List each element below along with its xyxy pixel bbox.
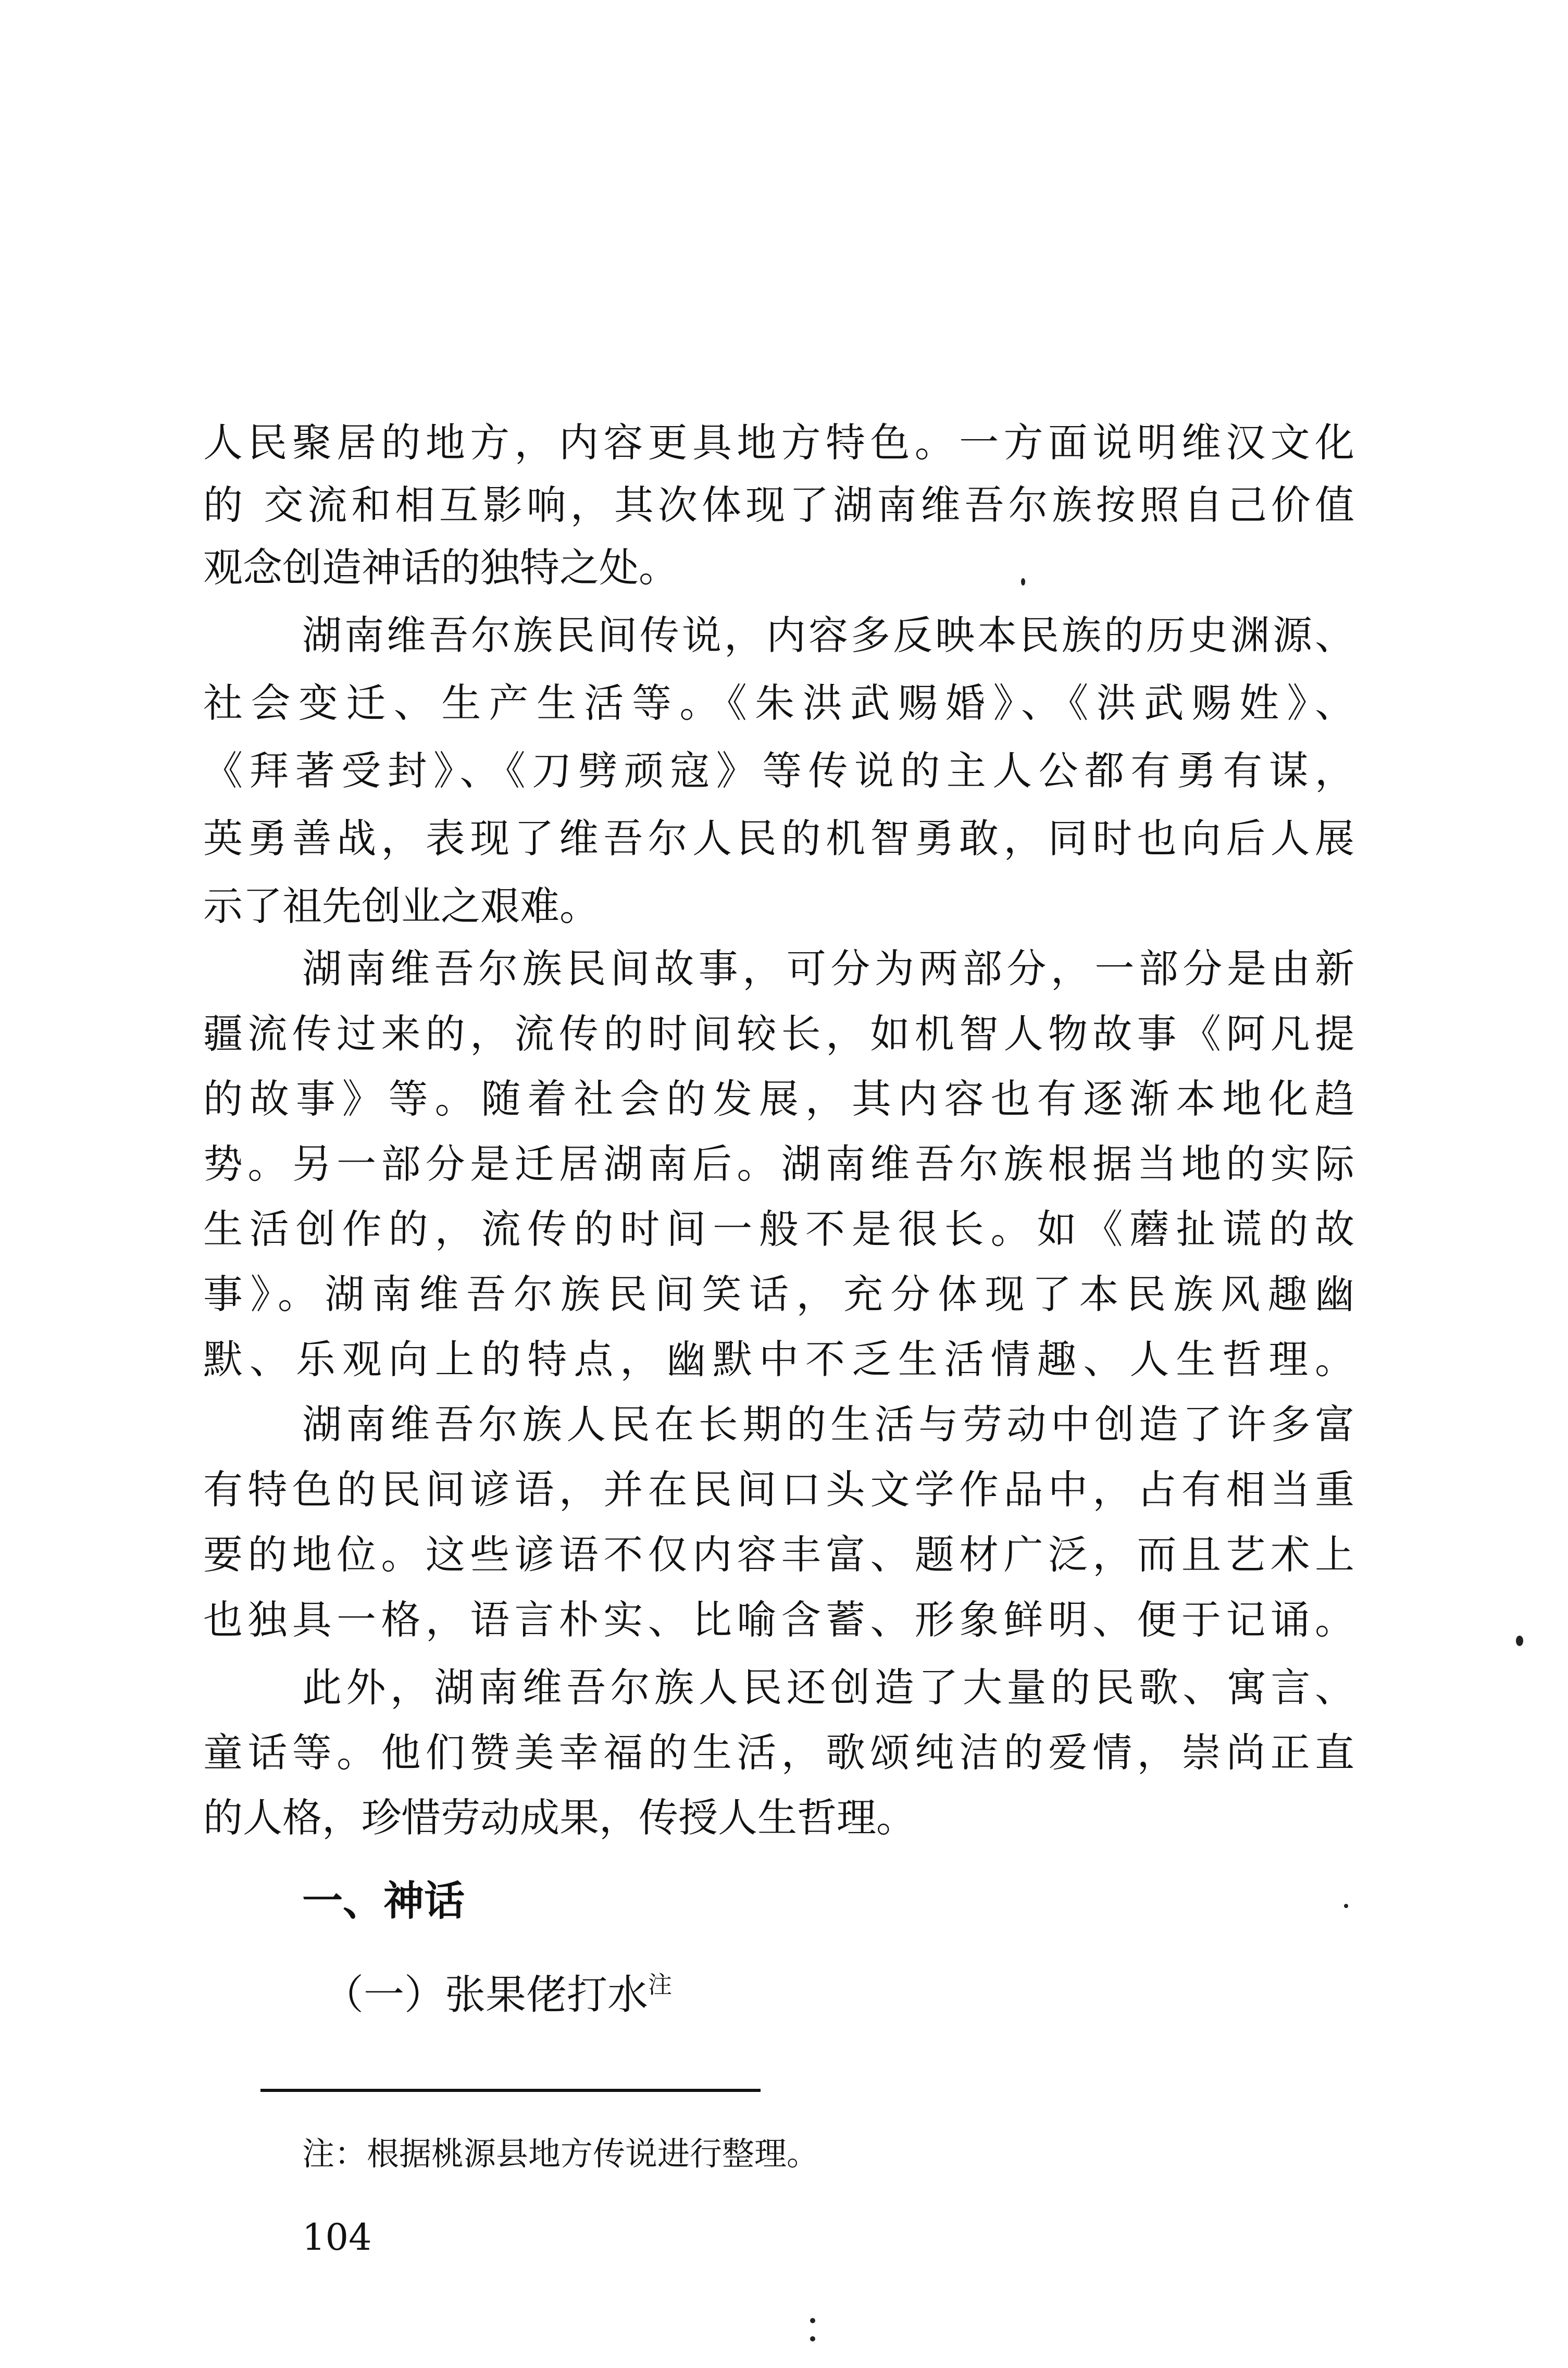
section-heading: 一、神话 xyxy=(302,1877,465,1925)
body-line: 势。另一部分是迁居湖南后。湖南维吾尔族根据当地的实际 xyxy=(203,1141,1354,1187)
body-line: 人民聚居的地方，内容更具地方特色。一方面说明维汉文化 xyxy=(203,419,1354,466)
body-line: 《拜著受封》、《刀劈顽寇》等传说的主人公都有勇有谋， xyxy=(203,747,1354,794)
print-speck xyxy=(810,2318,815,2323)
body-line: 湖南维吾尔族民间传说，内容多反映本民族的历史渊源、 xyxy=(302,612,1354,658)
body-line: 社会变迁、生产生活等。《朱洪武赐婚》、《洪武赐姓》、 xyxy=(203,680,1354,726)
body-line: 要的地位。这些谚语不仅内容丰富、题材广泛，而且艺术上 xyxy=(203,1531,1354,1578)
body-line: 童话等。他们赞美幸福的生活，歌颂纯洁的爱情，崇尚正直 xyxy=(203,1729,1354,1776)
print-speck xyxy=(1344,1904,1348,1908)
body-line: 湖南维吾尔族人民在长期的生活与劳动中创造了许多富 xyxy=(302,1401,1354,1448)
body-line: 默、乐观向上的特点，幽默中不乏生活情趣、人生哲理。 xyxy=(203,1336,1354,1382)
body-line: 观念创造神话的独特之处。 xyxy=(203,544,678,591)
body-line: 有特色的民间谚语，并在民间口头文学作品中，占有相当重 xyxy=(203,1466,1354,1513)
print-speck xyxy=(1516,1636,1523,1646)
footnote-marker: 注 xyxy=(648,1971,673,1999)
print-speck xyxy=(1021,578,1025,585)
body-line: 疆流传过来的，流传的时间较长，如机智人物故事《阿凡提 xyxy=(203,1011,1354,1057)
subsection-heading xyxy=(323,1959,672,2021)
footnote-divider xyxy=(260,2089,761,2092)
footnote: 注：根据桃源县地方传说进行整理。 xyxy=(302,2135,819,2173)
page-number: 104 xyxy=(302,2216,372,2259)
subsection-title: （一）张果佬打水 xyxy=(323,1972,649,2018)
body-line: 此外，湖南维吾尔族人民还创造了大量的民歌、寓言、 xyxy=(302,1664,1354,1711)
print-speck xyxy=(810,2336,815,2341)
body-line: 事》。湖南维吾尔族民间笑话，充分体现了本民族风趣幽 xyxy=(203,1271,1354,1317)
body-line: 的人格，珍惜劳动成果，传授人生哲理。 xyxy=(203,1794,916,1841)
body-line: 生活创作的，流传的时间一般不是很长。如《蘑扯谎的故 xyxy=(203,1206,1354,1252)
body-line: 示了祖先创业之艰难。 xyxy=(203,883,599,929)
body-line: 英勇善战，表现了维吾尔人民的机智勇敢，同时也向后人展 xyxy=(203,815,1354,862)
body-line: 的故事》等。随着社会的发展，其内容也有逐渐本地化趋 xyxy=(203,1076,1354,1122)
body-line: 也独具一格，语言朴实、比喻含蓄、形象鲜明、便于记诵。 xyxy=(203,1597,1354,1643)
body-line: 湖南维吾尔族民间故事，可分为两部分，一部分是由新 xyxy=(302,945,1354,992)
body-line: 的 交流和相互影响，其次体现了湖南维吾尔族按照自己价值 xyxy=(203,482,1354,528)
